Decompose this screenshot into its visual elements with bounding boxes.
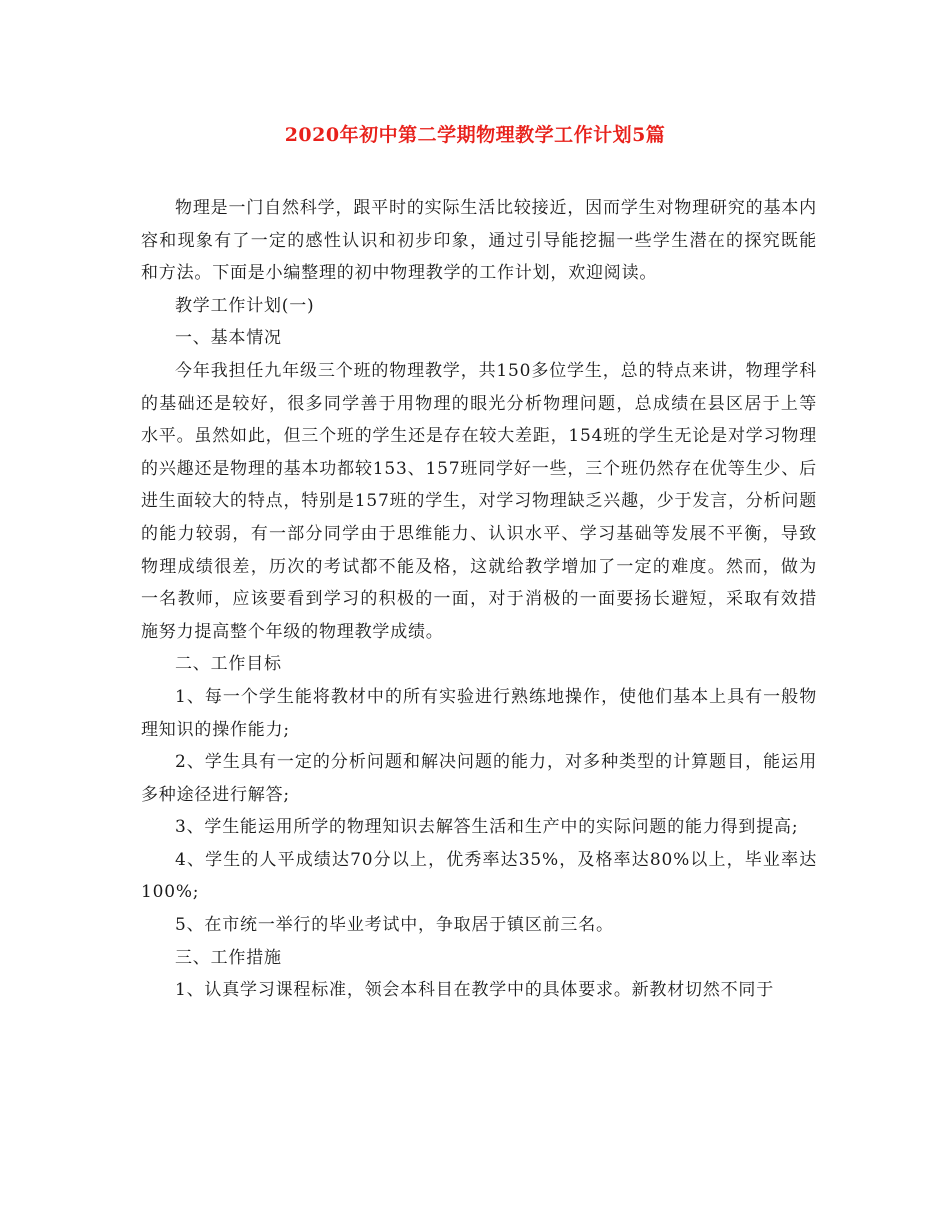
document-title: 2020年初中第二学期物理教学工作计划5篇 (284, 124, 666, 146)
intro-paragraph: 物理是一门自然科学，跟平时的实际生活比较接近，因而学生对物理研究的基本内容和现象有了一定的感性认识和初步印象，通过引导能挖掘一些学生潜在的探究既能和方法。下面是小编整理的初中物理教学的工作计划，欢迎阅读。 (141, 198, 817, 284)
section-heading-work-measures: 三、工作措施 (175, 947, 282, 968)
goal-item-3: 3、学生能运用所学的物理知识去解答生活和生产中的实际问题的能力得到提高; (175, 817, 799, 838)
section-heading-plan-1: 教学工作计划(一) (175, 295, 315, 316)
goal-item-1: 1、每一个学生能将教材中的所有实验进行熟练地操作，使他们基本上具有一般物理知识的操作能力; (141, 686, 817, 740)
document-body (141, 192, 817, 1007)
goal-item-5: 5、在市统一举行的毕业考试中，争取居于镇区前三名。 (175, 915, 614, 936)
basic-situation-paragraph: 今年我担任九年级三个班的物理教学，共150多位学生，总的特点来讲，物理学科的基础还是较好，很多同学善于用物理的眼光分析物理问题，总成绩在县区居于上等水平。虽然如此，但三个班的学生还是存在较大差距，154班的学生无论是对学习物理的兴趣还是物理的基本功都较153、157班同学好一些，三个班仍然存在优等生少、后进生面较大的特点，特别是157班的学生，对学习物理缺乏兴趣，少于发言，分析问题的能力较弱，有一部分同学由于思维能力、认识水平、学习基础等发展不平衡，导致物理成绩很差，历次的考试都不能及格，这就给教学增加了一定的难度。然而，做为一名教师，应该要看到学习的积极的一面，对于消极的一面要扬长避短，采取有效措施努力提高整个年级的物理教学成绩。 (141, 360, 817, 642)
goal-item-2: 2、学生具有一定的分析问题和解决问题的能力，对多种类型的计算题目，能运用多种途径进行解答; (141, 752, 817, 805)
goal-item-4: 4、学生的人平成绩达70分以上，优秀率达35%，及格率达80%以上，毕业率达100%; (141, 849, 817, 903)
measure-item-1: 1、认真学习课程标准，领会本科目在教学中的具体要求。新教材切然不同于 (175, 980, 775, 1001)
section-heading-work-goals: 二、工作目标 (175, 654, 282, 675)
section-heading-basic-situation: 一、基本情况 (175, 328, 282, 349)
